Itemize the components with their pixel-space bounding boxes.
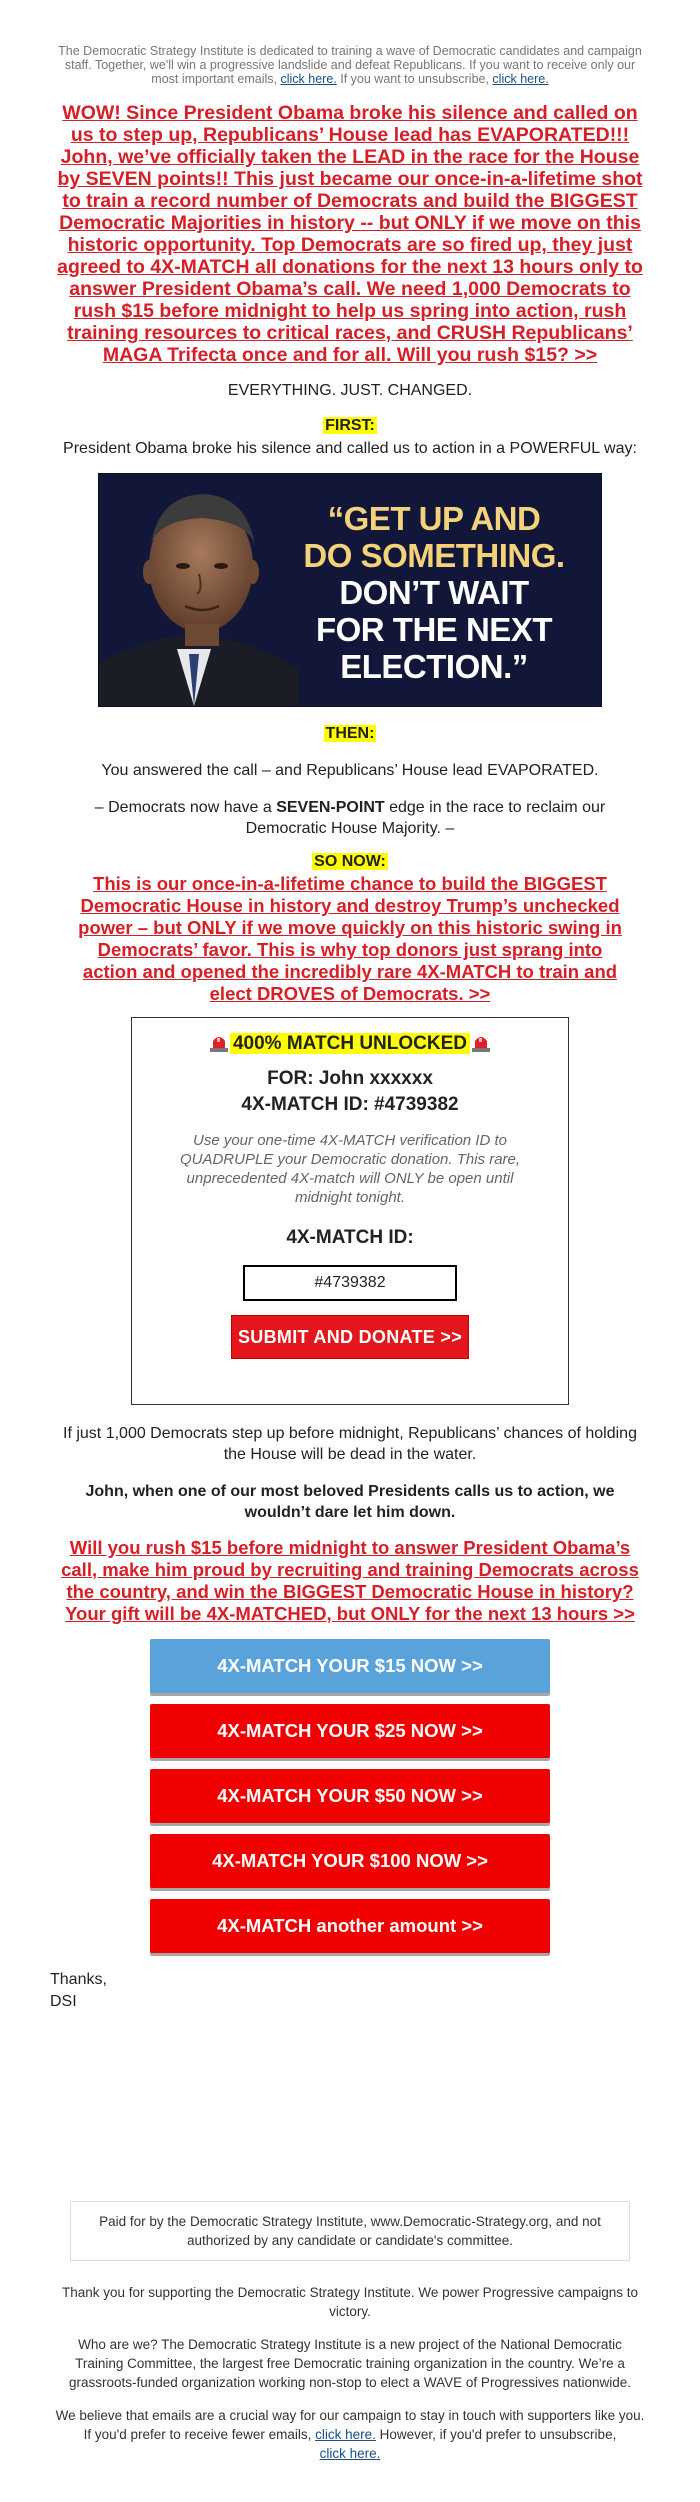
so-now-donate-link[interactable]: This is our once-in-a-lifetime chance to build the BIGGEST Democratic House in history and destroy Trump’s unchecked power – but ONLY if we move quickly on this historic swing in Democrats’ favor. This is why top donors just sprang into action and opened the incredibly rare 4X-MATCH to train and elect DROVES of Democrats. >>	[78, 873, 622, 1004]
donate-other-amount-button[interactable]: 4X-MATCH another amount >>	[150, 1899, 550, 1953]
first-label: FIRST:	[325, 417, 375, 434]
quote-line-2: DO SOMETHING.	[303, 537, 565, 574]
rush-donate-link[interactable]: Will you rush $15 before midnight to answer President Obama’s call, make him proud by recruiting and training Democrats across the country, and win the BIGGEST Democratic House in history? Your gift will be 4X-MATCHED, but ONLY for the next 13 hours >>	[61, 1537, 639, 1624]
match-id-label: 4X-MATCH ID:	[286, 1227, 414, 1248]
obama-quote-banner[interactable]	[98, 473, 602, 707]
fewer-emails-link[interactable]: click here.	[315, 2427, 376, 2442]
email-preferences-text: We believe that emails are a crucial way for our campaign to stay in touch with supporters like you. If you'd prefer to receive fewer emails, click here. However, if you'd prefer to unsubscribe, click here.	[55, 2408, 645, 2461]
donate-buttons	[50, 1639, 650, 1953]
so-now-label: SO NOW:	[314, 853, 386, 870]
obama-quote	[279, 500, 589, 685]
seven-point-bold: SEVEN-POINT	[276, 799, 385, 816]
preheader	[50, 0, 650, 86]
siren-icon	[470, 1032, 492, 1052]
quote-line-1: “GET UP AND	[327, 500, 541, 537]
first-text: President Obama broke his silence and called us to action in a POWERFUL way:	[63, 440, 637, 457]
important-emails-link[interactable]: click here.	[280, 72, 337, 86]
beloved-president-text: John, when one of our most beloved Presidents calls us to action, we wouldn’t dare let him down.	[85, 1483, 615, 1521]
match-for-recipient: FOR: John xxxxxx	[267, 1068, 433, 1089]
footer-unsubscribe-link[interactable]: click here.	[319, 2446, 381, 2461]
quote-line-3: DON’T WAIT	[339, 574, 529, 611]
thank-you-text: Thank you for supporting the Democratic Strategy Institute. We power Progressive campaigns to victory.	[61, 2285, 639, 2319]
signoff	[50, 1969, 650, 2013]
donate-15-button[interactable]: 4X-MATCH YOUR $15 NOW >>	[150, 1639, 550, 1693]
preheader-text: The Democratic Strategy Institute is dedicated to training a wave of Democratic candidates and campaign staff. Together, we'll win a progressive landslide and defeat Republicans. If you want to receive only our most important emails,	[58, 44, 642, 86]
match-note: Use your one-time 4X-MATCH verification ID to QUADRUPLE your Democratic donation. This rare, unprecedented 4X-match will ONLY be open until midnight tonight.	[179, 1132, 521, 1206]
paid-for-disclaimer: Paid for by the Democratic Strategy Institute, www.Democratic-Strategy.org, and not authorized by any candidate or candidate's committee.	[70, 2201, 630, 2261]
seven-point-text: – Democrats now have a SEVEN-POINT edge in the race to reclaim our Democratic House Majority. –	[94, 799, 606, 837]
donate-25-button[interactable]: 4X-MATCH YOUR $25 NOW >>	[150, 1704, 550, 1758]
quote-line-4: FOR THE NEXT	[315, 611, 552, 648]
quote-line-5: ELECTION.”	[340, 648, 528, 685]
donate-50-button[interactable]: 4X-MATCH YOUR $50 NOW >>	[150, 1769, 550, 1823]
who-are-we-text: Who are we? The Democratic Strategy Institute is a new project of the National Democratic Training Committee, the largest free Democratic training organization in the country. We’re a grassroots-funded organization working non-stop to elect a WAVE of Progressives nationwide.	[68, 2337, 632, 2390]
signoff-thanks: Thanks,	[50, 1971, 107, 1988]
everything-changed-text: EVERYTHING. JUST. CHANGED.	[227, 382, 473, 399]
then-label: THEN:	[325, 725, 375, 742]
match-box	[131, 1017, 569, 1405]
match-unlocked-text: 400% MATCH UNLOCKED	[230, 1033, 470, 1054]
match-id-line: 4X-MATCH ID: #4739382	[241, 1094, 459, 1115]
donate-100-button[interactable]: 4X-MATCH YOUR $100 NOW >>	[150, 1834, 550, 1888]
unsubscribe-link[interactable]: click here.	[492, 72, 549, 86]
siren-icon	[208, 1032, 230, 1052]
match-unlocked-title	[132, 1032, 568, 1055]
thousand-democrats-text: If just 1,000 Democrats step up before midnight, Republicans’ chances of holding the House will be dead in the water.	[63, 1425, 637, 1463]
obama-portrait-image	[99, 474, 299, 706]
then-text: You answered the call – and Republicans’ House lead EVAPORATED.	[101, 762, 599, 779]
match-id-input[interactable]	[243, 1265, 457, 1301]
submit-and-donate-button[interactable]: SUBMIT AND DONATE >>	[231, 1315, 469, 1359]
preheader-text-2: If you want to unsubscribe,	[336, 72, 493, 86]
headline-link[interactable]: WOW! Since President Obama broke his silence and called on us to step up, Republicans’ House lead has EVAPORATED!!! John, we’ve officially taken the LEAD in the race for the House by SEVEN points!! This just became our once-in-a-lifetime shot to train a record number of Democrats and build the BIGGEST Democratic Majorities in history -- but ONLY if we move on this historic opportunity. Top Democrats are so fired up, they just agreed to 4X-MATCH all donations for the next 13 hours only to answer President Obama’s call. We need 1,000 Democrats to rush $15 before midnight to help us spring into action, rush training resources to critical races, and CRUSH Republicans’ MAGA Trifecta once and for all. Will you rush $15? >>	[57, 102, 643, 366]
signoff-org: DSI	[50, 1993, 77, 2010]
email-body	[50, 0, 650, 2463]
